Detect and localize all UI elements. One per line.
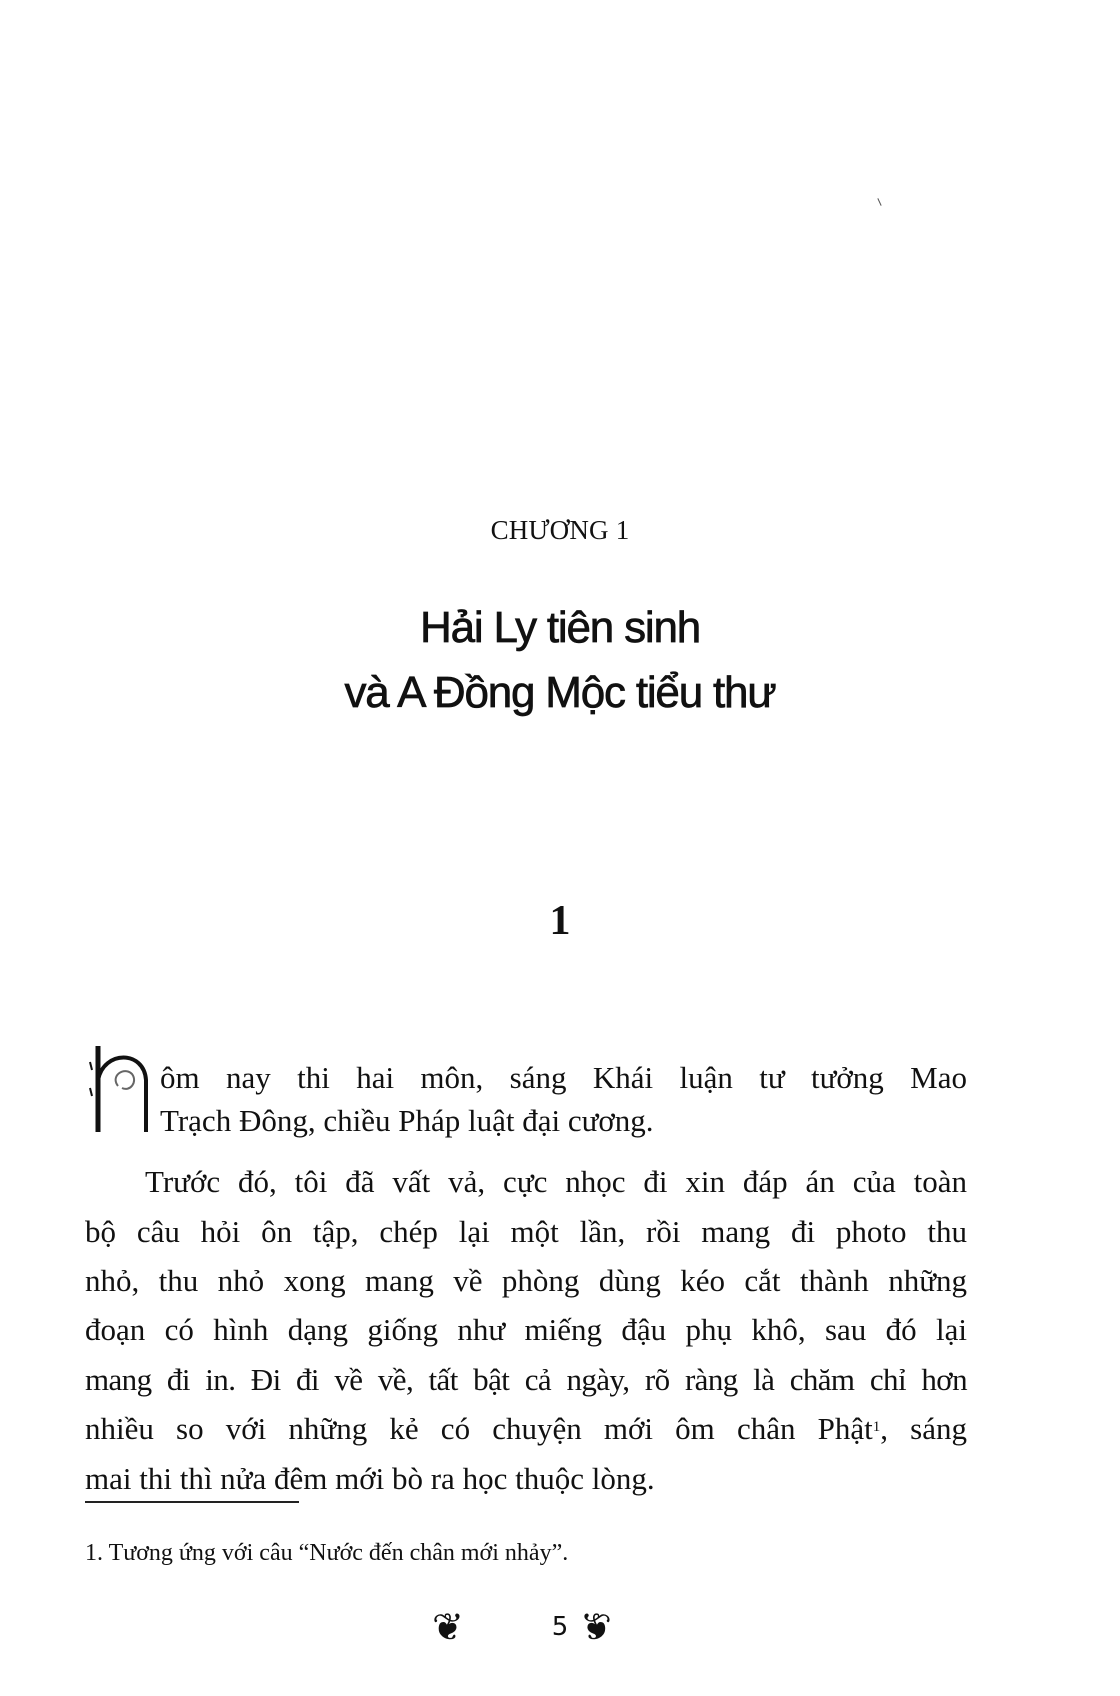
paragraph-2-line-4: đoạn có hình dạng giống như miếng đậu phụ khô, sau đó lại bbox=[85, 1312, 967, 1347]
footnote-text: 1. Tương ứng với câu “Nước đến chân mới nhảy”. bbox=[85, 1540, 569, 1566]
footnote-divider bbox=[85, 1501, 299, 1503]
line-tail: , sáng bbox=[880, 1411, 967, 1446]
paragraph-2-line-5: mang đi in. Đi đi về về, tất bật cả ngày, rõ ràng là chăm chỉ hơn bbox=[85, 1362, 967, 1397]
chapter-title-line-2: và A Đồng Mộc tiểu thư bbox=[344, 668, 776, 717]
chapter-label: CHƯƠNG 1 bbox=[490, 515, 630, 545]
drop-cap-ornament-icon bbox=[84, 1040, 156, 1136]
line-text: nhiều so với những kẻ có chuyện mới ôm chân Phật bbox=[85, 1411, 873, 1446]
paragraph-1-line-1: ôm nay thi hai môn, sáng Khái luận tư tưởng Mao bbox=[160, 1060, 967, 1095]
fleuron-left-icon: ❦ bbox=[432, 1607, 464, 1649]
paragraph-1-line-2: Trạch Đông, chiều Pháp luật đại cương. bbox=[160, 1103, 654, 1138]
paragraph-2-line-3: nhỏ, thu nhỏ xong mang về phòng dùng kéo cắt thành những bbox=[85, 1263, 967, 1298]
drop-cap-h bbox=[84, 1040, 156, 1136]
paragraph-2-line-7: mai thi thì nửa đêm mới bò ra học thuộc lòng. bbox=[85, 1461, 655, 1496]
paragraph-2-line-2: bộ câu hỏi ôn tập, chép lại một lần, rồi mang đi photo thu bbox=[85, 1214, 967, 1249]
fleuron-right-icon: ❦ bbox=[580, 1607, 612, 1649]
section-number: 1 bbox=[549, 898, 571, 944]
page-number: 5 bbox=[551, 1612, 569, 1642]
chapter-title-line-1: Hải Ly tiên sinh bbox=[420, 603, 700, 652]
paragraph-2-line-1: Trước đó, tôi đã vất vả, cực nhọc đi xin đáp án của toàn bbox=[145, 1164, 967, 1199]
paragraph-2-line-6 bbox=[85, 1409, 967, 1449]
footnote-reference[interactable]: 1 bbox=[872, 1419, 881, 1435]
stray-mark bbox=[877, 198, 881, 206]
